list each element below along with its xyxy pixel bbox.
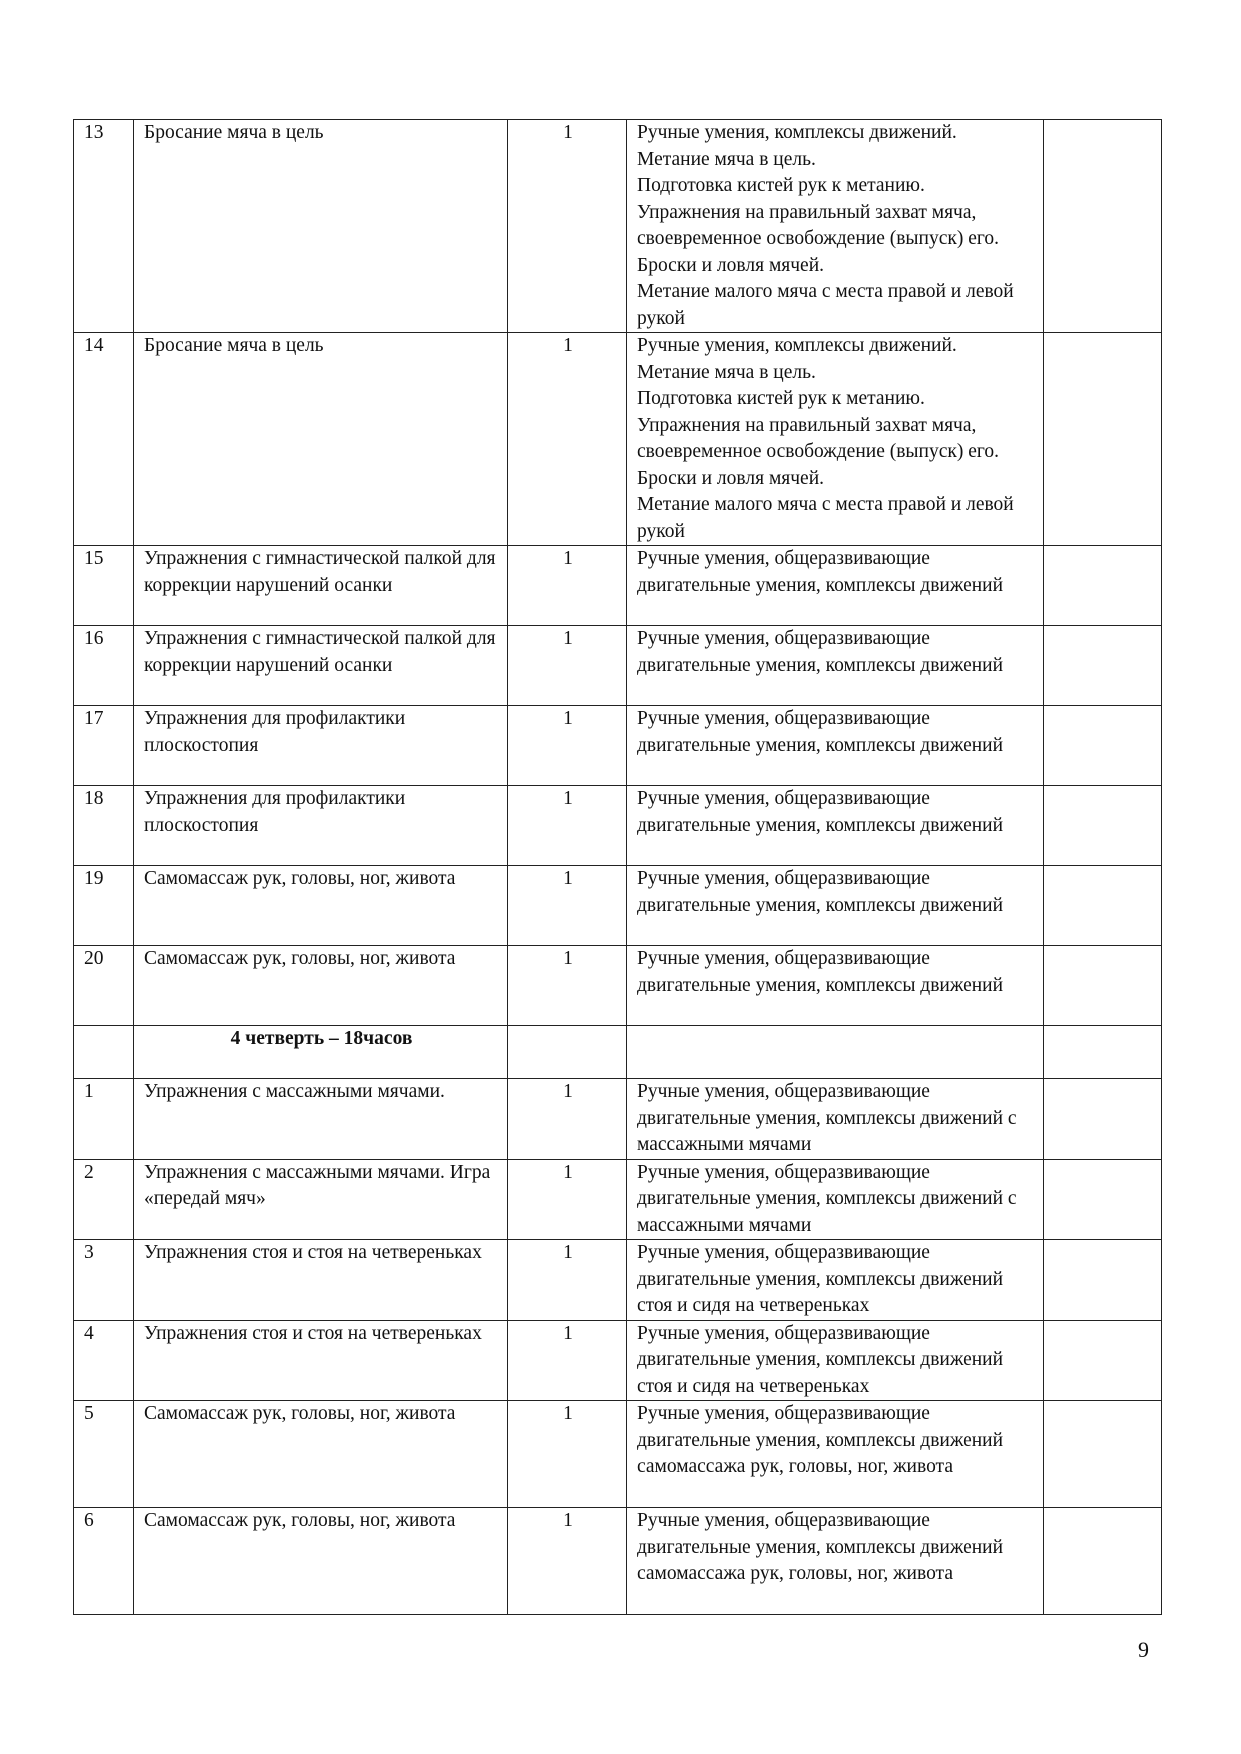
row-topic: Самомассаж рук, головы, ног, живота bbox=[134, 1401, 508, 1508]
row-note bbox=[1044, 120, 1162, 333]
row-hours: 1 bbox=[508, 866, 627, 946]
row-hours: 1 bbox=[508, 626, 627, 706]
row-number: 15 bbox=[74, 546, 134, 626]
row-topic: Упражнения с массажными мячами. Игра «передай мяч» bbox=[134, 1159, 508, 1240]
section-content-cell bbox=[627, 1026, 1044, 1079]
row-hours: 1 bbox=[508, 1320, 627, 1401]
section-num-cell bbox=[74, 1026, 134, 1079]
row-content: Ручные умения, общеразвивающие двигательные умения, комплексы движений стоя и сидя на четвереньках bbox=[627, 1240, 1044, 1321]
row-number: 13 bbox=[74, 120, 134, 333]
row-content: Ручные умения, общеразвивающие двигательные умения, комплексы движений bbox=[627, 786, 1044, 866]
row-content: Ручные умения, общеразвивающие двигательные умения, комплексы движений самомассажа рук, головы, ног, живота bbox=[627, 1508, 1044, 1615]
row-hours: 1 bbox=[508, 333, 627, 546]
row-note bbox=[1044, 1159, 1162, 1240]
table-row bbox=[74, 1508, 1162, 1615]
row-note bbox=[1044, 333, 1162, 546]
section-title: 4 четверть – 18часов bbox=[134, 1026, 508, 1079]
row-content: Ручные умения, общеразвивающие двигательные умения, комплексы движений с массажными мячами bbox=[627, 1079, 1044, 1160]
row-note bbox=[1044, 786, 1162, 866]
row-content: Ручные умения, общеразвивающие двигательные умения, комплексы движений самомассажа рук, головы, ног, живота bbox=[627, 1401, 1044, 1508]
table-row bbox=[74, 706, 1162, 786]
table-row bbox=[74, 120, 1162, 333]
row-note bbox=[1044, 706, 1162, 786]
row-topic: Самомассаж рук, головы, ног, живота bbox=[134, 1508, 508, 1615]
row-hours: 1 bbox=[508, 946, 627, 1026]
row-topic: Упражнения с гимнастической палкой для коррекции нарушений осанки bbox=[134, 546, 508, 626]
row-hours: 1 bbox=[508, 1159, 627, 1240]
table-body-section bbox=[74, 1026, 1162, 1079]
row-note bbox=[1044, 1079, 1162, 1160]
table-row bbox=[74, 866, 1162, 946]
row-note bbox=[1044, 1320, 1162, 1401]
row-content: Ручные умения, общеразвивающие двигательные умения, комплексы движений с массажными мячами bbox=[627, 1159, 1044, 1240]
page-number: 9 bbox=[1138, 1637, 1149, 1662]
row-topic: Упражнения с массажными мячами. bbox=[134, 1079, 508, 1160]
row-content: Ручные умения, комплексы движений. Метание мяча в цель. Подготовка кистей рук к метанию. Упражнения на правильный захват мяча, своевременное освобождение (выпуск) его. Броски и ловля мячей. Метание малого мяча с места правой и левой рукой bbox=[627, 333, 1044, 546]
table-row bbox=[74, 333, 1162, 546]
table-row bbox=[74, 1320, 1162, 1401]
row-topic: Самомассаж рук, головы, ног, живота bbox=[134, 946, 508, 1026]
table-body-q4 bbox=[74, 1079, 1162, 1615]
row-content: Ручные умения, общеразвивающие двигательные умения, комплексы движений bbox=[627, 546, 1044, 626]
row-topic: Упражнения для профилактики плоскостопия bbox=[134, 786, 508, 866]
row-note bbox=[1044, 1240, 1162, 1321]
row-number: 14 bbox=[74, 333, 134, 546]
row-note bbox=[1044, 626, 1162, 706]
row-hours: 1 bbox=[508, 786, 627, 866]
row-number: 16 bbox=[74, 626, 134, 706]
row-number: 1 bbox=[74, 1079, 134, 1160]
lesson-plan-table bbox=[73, 119, 1162, 1615]
row-hours: 1 bbox=[508, 1240, 627, 1321]
row-topic: Бросание мяча в цель bbox=[134, 120, 508, 333]
row-content: Ручные умения, общеразвивающие двигательные умения, комплексы движений bbox=[627, 706, 1044, 786]
row-number: 20 bbox=[74, 946, 134, 1026]
row-number: 3 bbox=[74, 1240, 134, 1321]
row-number: 17 bbox=[74, 706, 134, 786]
row-topic: Упражнения с гимнастической палкой для коррекции нарушений осанки bbox=[134, 626, 508, 706]
table-row bbox=[74, 1079, 1162, 1160]
row-number: 19 bbox=[74, 866, 134, 946]
table-row bbox=[74, 1240, 1162, 1321]
table-row bbox=[74, 1401, 1162, 1508]
row-number: 18 bbox=[74, 786, 134, 866]
row-hours: 1 bbox=[508, 1508, 627, 1615]
table-row bbox=[74, 1159, 1162, 1240]
row-topic: Упражнения для профилактики плоскостопия bbox=[134, 706, 508, 786]
row-number: 4 bbox=[74, 1320, 134, 1401]
table-row bbox=[74, 946, 1162, 1026]
row-content: Ручные умения, общеразвивающие двигательные умения, комплексы движений bbox=[627, 866, 1044, 946]
row-content: Ручные умения, общеразвивающие двигательные умения, комплексы движений bbox=[627, 946, 1044, 1026]
row-content: Ручные умения, общеразвивающие двигательные умения, комплексы движений стоя и сидя на четвереньках bbox=[627, 1320, 1044, 1401]
row-hours: 1 bbox=[508, 546, 627, 626]
section-note-cell bbox=[1044, 1026, 1162, 1079]
row-note bbox=[1044, 546, 1162, 626]
row-number: 5 bbox=[74, 1401, 134, 1508]
section-hours-cell bbox=[508, 1026, 627, 1079]
row-note bbox=[1044, 946, 1162, 1026]
row-hours: 1 bbox=[508, 1401, 627, 1508]
row-number: 6 bbox=[74, 1508, 134, 1615]
table-row bbox=[74, 626, 1162, 706]
row-note bbox=[1044, 1508, 1162, 1615]
row-content: Ручные умения, общеразвивающие двигательные умения, комплексы движений bbox=[627, 626, 1044, 706]
table-body-q3 bbox=[74, 120, 1162, 1026]
row-hours: 1 bbox=[508, 1079, 627, 1160]
row-number: 2 bbox=[74, 1159, 134, 1240]
row-note bbox=[1044, 1401, 1162, 1508]
row-note bbox=[1044, 866, 1162, 946]
row-topic: Бросание мяча в цель bbox=[134, 333, 508, 546]
row-topic: Упражнения стоя и стоя на четвереньках bbox=[134, 1240, 508, 1321]
row-topic: Самомассаж рук, головы, ног, живота bbox=[134, 866, 508, 946]
section-row bbox=[74, 1026, 1162, 1079]
row-hours: 1 bbox=[508, 120, 627, 333]
row-content: Ручные умения, комплексы движений. Метание мяча в цель. Подготовка кистей рук к метанию. Упражнения на правильный захват мяча, своевременное освобождение (выпуск) его. Броски и ловля мячей. Метание малого мяча с места правой и левой рукой bbox=[627, 120, 1044, 333]
table-row bbox=[74, 786, 1162, 866]
table-row bbox=[74, 546, 1162, 626]
row-topic: Упражнения стоя и стоя на четвереньках bbox=[134, 1320, 508, 1401]
row-hours: 1 bbox=[508, 706, 627, 786]
